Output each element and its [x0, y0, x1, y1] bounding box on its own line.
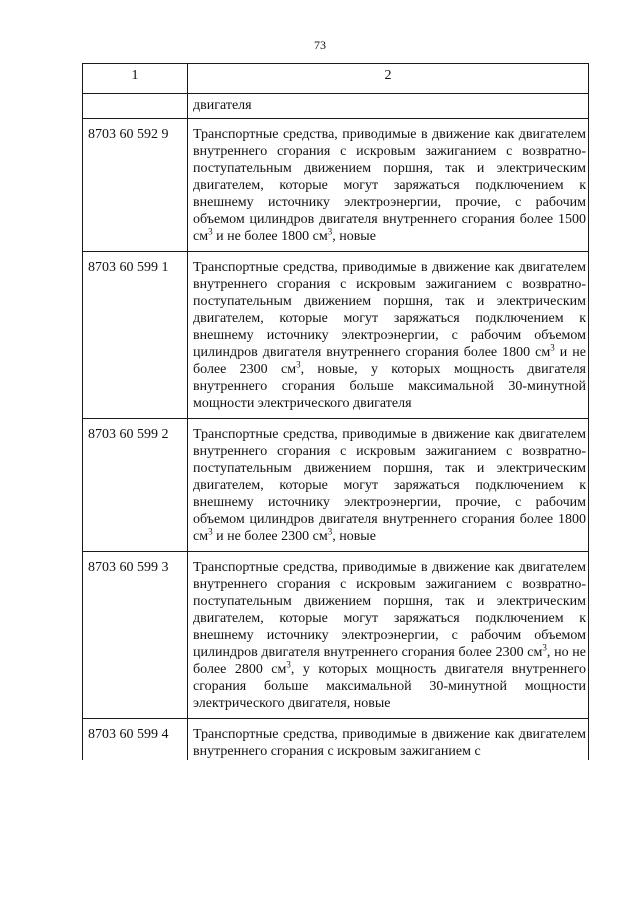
- superscript: 3: [296, 359, 301, 370]
- description-cell: [188, 119, 589, 252]
- superscript: 3: [327, 526, 333, 537]
- description-text: и не более 2300 см: [212, 529, 328, 544]
- description-cell: [188, 419, 589, 552]
- table-row: [83, 552, 589, 719]
- superscript: 3: [208, 226, 213, 237]
- description-text: и не более 1800 см: [212, 229, 328, 244]
- superscript: 3: [286, 659, 291, 670]
- column-header-2: 2: [188, 64, 589, 94]
- table-row: [83, 119, 589, 252]
- column-header-1: 1: [83, 64, 188, 94]
- table-row-continuation: [83, 94, 589, 119]
- superscript: 3: [550, 342, 555, 353]
- description-text: , у которых мощность двигателя внутреннего сгорания больше максимальной 30-минутной мощности электрического двигателя, новые: [193, 662, 586, 711]
- table-row: [83, 419, 589, 552]
- code-cell: 8703 60 599 4: [83, 719, 188, 761]
- description-cell: [188, 719, 589, 761]
- superscript: 3: [327, 226, 333, 237]
- table-row: [83, 252, 589, 419]
- code-cell: 8703 60 599 2: [83, 419, 188, 552]
- description-text: , но не более 2800 см: [193, 645, 587, 677]
- superscript: 3: [208, 526, 213, 537]
- description-text: , новые: [332, 229, 376, 244]
- description-text: , новые, у которых мощность двигателя внутреннего сгорания больше максимальной 30-минутной мощности электрического двигателя: [193, 362, 586, 411]
- description-cell: [188, 252, 589, 419]
- description-text: , новые: [332, 529, 376, 544]
- page-number: 73: [314, 38, 326, 52]
- code-cell: 8703 60 599 1: [83, 252, 188, 419]
- description-text: Транспортные средства, приводимые в движение как двигателем внутреннего сгорания с искровым зажиганием с возвратно-поступательным движением поршня, так и электрическим двигателем, которые могут заряжаться подключением к внешнему источнику электроэнергии, прочие, с рабочим объемом цилиндров двигателя внутреннего сгорания более 1500 см: [193, 127, 586, 244]
- table-row: [83, 719, 589, 761]
- description-cell: [188, 552, 589, 719]
- tariff-table: [82, 63, 589, 760]
- description-text: и не более 2300 см: [193, 345, 587, 377]
- superscript: 3: [542, 642, 547, 653]
- description-text: Транспортные средства, приводимые в движение как двигателем внутреннего сгорания с искровым зажиганием с: [193, 727, 586, 759]
- description-cell: двигателя: [188, 94, 589, 119]
- description-text: Транспортные средства, приводимые в движение как двигателем внутреннего сгорания с искровым зажиганием с возвратно-поступательным движением поршня, так и электрическим двигателем, которые могут заряжаться подключением к внешнему источнику электроэнергии, с рабочим объемом цилиндров двигателя внутреннего сгорания более 2300 см: [193, 560, 586, 660]
- page-bottom-margin: [0, 832, 640, 905]
- description-text: Транспортные средства, приводимые в движение как двигателем внутреннего сгорания с искровым зажиганием с возвратно-поступательным движением поршня, так и электрическим двигателем, которые могут заряжаться подключением к внешнему источнику электроэнергии, прочие, с рабочим объемом цилиндров двигателя внутреннего сгорания более 1800 см: [193, 427, 586, 544]
- code-cell: 8703 60 592 9: [83, 119, 188, 252]
- description-text: Транспортные средства, приводимые в движение как двигателем внутреннего сгорания с искровым зажиганием с возвратно-поступательным движением поршня, так и электрическим двигателем, которые могут заряжаться подключением к внешнему источнику электроэнергии, с рабочим объемом цилиндров двигателя внутреннего сгорания более 1800 см: [193, 260, 586, 360]
- code-cell: [83, 94, 188, 119]
- table-header-row: [83, 64, 589, 94]
- code-cell: 8703 60 599 3: [83, 552, 188, 719]
